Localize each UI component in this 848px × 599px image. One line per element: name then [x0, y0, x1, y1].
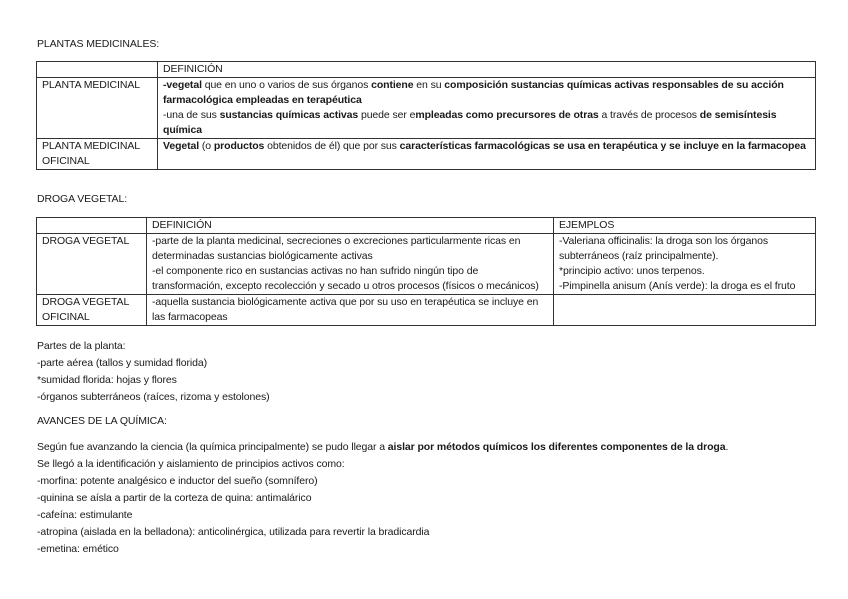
definition-text: sustancias químicas activas	[219, 109, 359, 121]
intro-line-2: Se llegó a la identificación y aislamiento de principios activos como:	[37, 458, 345, 470]
definition-text: -una de sus	[163, 109, 220, 121]
examples-cell	[554, 295, 816, 326]
definition-text: mpleadas como precursores de otras	[415, 109, 599, 121]
list-item: -morfina: potente analgésico e inductor del sueño (somnífero)	[37, 475, 318, 487]
heading-droga-vegetal: DROGA VEGETAL:	[37, 193, 128, 205]
row-label: PLANTA MEDICINAL	[37, 78, 158, 139]
table-header-row	[37, 218, 816, 234]
list-item: -parte aérea (tallos y sumidad florida)	[37, 357, 208, 369]
definition-text: puede ser e	[358, 109, 416, 121]
list-item: -cafeína: estimulante	[37, 509, 133, 521]
intro-paragraph	[37, 440, 728, 454]
definition-text: obtenidos de él) que por sus	[264, 140, 400, 152]
definition-text: composición sustancias químicas activas responsables de su acción farmacológica empleadas en terapéutica	[163, 79, 784, 106]
row-label: DROGA VEGETAL	[37, 234, 147, 295]
definition-text: contiene	[371, 79, 414, 91]
column-header-definicion: DEFINICIÓN	[147, 218, 554, 234]
definition-text: características farmacológicas se usa en terapéutica y se incluye en la farmacopea	[399, 140, 806, 152]
definition-text: Vegetal	[163, 140, 200, 152]
definition-text: de semisíntesis química	[163, 109, 777, 136]
row-label: DROGA VEGETAL OFICINAL	[37, 295, 147, 326]
column-header-definicion: DEFINICIÓN	[158, 62, 816, 78]
table-droga-vegetal	[36, 217, 816, 326]
list-item: -quinina se aísla a partir de la corteza de quina: antimalárico	[37, 492, 312, 504]
list-item: -atropina (aislada en la belladona): anticolinérgica, utilizada para revertir la bradicardia	[37, 526, 430, 538]
definition-text: productos	[213, 140, 265, 152]
definition-cell: -aquella sustancia biológicamente activa que por su uso en terapéutica se incluye en las farmacopeas	[147, 295, 554, 326]
table-plantas-medicinales	[36, 61, 816, 170]
list-item: -emetina: emético	[37, 543, 119, 555]
definition-text: a través de procesos	[598, 109, 700, 121]
table-row	[37, 78, 816, 139]
row-label: PLANTA MEDICINAL OFICINAL	[37, 139, 158, 170]
list-item: -órganos subterráneos (raíces, rizoma y estolones)	[37, 391, 270, 403]
intro-text: Según fue avanzando la ciencia (la química principalmente) se pudo llegar a	[37, 441, 388, 453]
table-header-row	[37, 62, 816, 78]
heading-plantas-medicinales: PLANTAS MEDICINALES:	[37, 38, 160, 50]
definition-cell: -parte de la planta medicinal, secreciones o excreciones particularmente ricas en determinadas sustancias biológicamente activas -el componente rico en sustancias activas no han sufrido ningún tipo de transformación, excepto recolección y secado u otros procesos (físicos o mecánicos)	[147, 234, 554, 295]
definition-cell	[158, 78, 816, 139]
definition-cell	[158, 139, 816, 170]
empty-header-cell	[37, 62, 158, 78]
intro-end: .	[725, 441, 729, 453]
list-item: *sumidad florida: hojas y flores	[37, 374, 177, 386]
examples-cell: -Valeriana officinalis: la droga son los órganos subterráneos (raíz principalmente). *principio activo: unos terpenos. -Pimpinella anisum (Anís verde): la droga es el fruto	[554, 234, 816, 295]
table-row	[37, 234, 816, 295]
definition-text: que en uno o varios de sus órganos	[201, 79, 372, 91]
table-row	[37, 295, 816, 326]
empty-header-cell	[37, 218, 147, 234]
column-header-ejemplos: EJEMPLOS	[554, 218, 816, 234]
table-row	[37, 139, 816, 170]
definition-text: en su	[413, 79, 445, 91]
intro-bold-text: aislar por métodos químicos los diferentes componentes de la droga	[387, 441, 726, 453]
definition-text: (o	[199, 140, 214, 152]
heading-avances-quimica: AVANCES DE LA QUÍMICA:	[37, 415, 167, 427]
definition-text: -vegetal	[163, 79, 202, 91]
parts-title: Partes de la planta:	[37, 340, 126, 352]
